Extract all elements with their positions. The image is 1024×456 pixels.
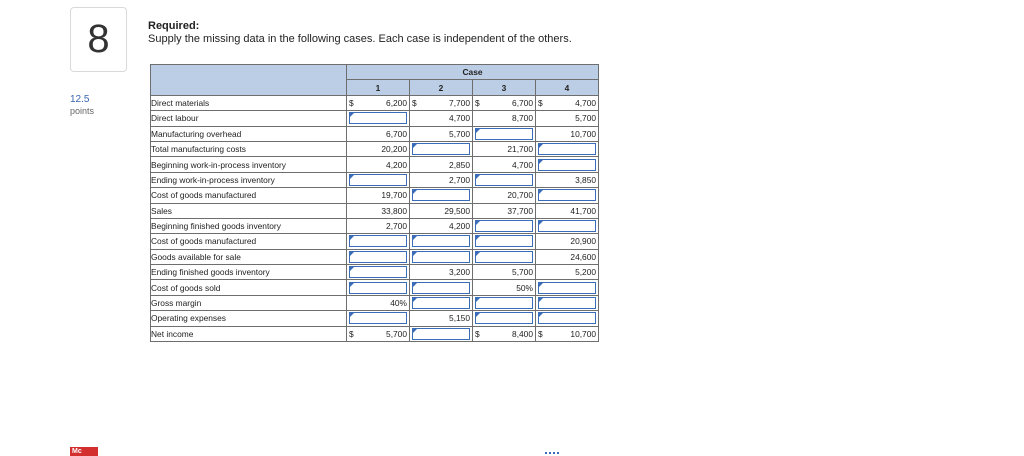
cell-value: 4,200 [449, 221, 470, 232]
cell-value: 2,700 [449, 174, 470, 185]
table-row [151, 234, 599, 249]
cell-value: 4,700 [575, 97, 597, 108]
cell-value: 5,700 [512, 267, 533, 278]
question-number[interactable]: 8 [70, 7, 127, 72]
value-cell-case-4 [536, 203, 599, 218]
value-cell-case-4 [536, 172, 599, 187]
cell-value: 19,700 [381, 190, 407, 201]
value-cell-case-4 [536, 111, 599, 126]
value-cell-case-2 [410, 157, 473, 172]
points-label: points [70, 106, 95, 116]
answer-cell-case-2 [410, 234, 473, 249]
cell-value: 4,200 [386, 159, 407, 170]
row-label: Direct materials [151, 95, 347, 110]
value-cell-case-4 [536, 326, 599, 341]
value-cell-case-2 [410, 218, 473, 233]
row-label: Cost of goods manufactured [151, 234, 347, 249]
answer-cell-case-3 [473, 311, 536, 326]
cell-value: 40% [390, 298, 407, 309]
cell-value: 5,700 [449, 128, 470, 139]
cell-value: 5,700 [386, 328, 407, 339]
value-cell-case-1 [347, 203, 410, 218]
value-cell-case-2 [410, 311, 473, 326]
value-cell-case-3 [473, 265, 536, 280]
value-cell-case-3 [473, 203, 536, 218]
value-cell-case-3 [473, 326, 536, 341]
value-cell-case-2 [410, 111, 473, 126]
cell-value: 20,900 [570, 236, 597, 247]
answer-cell-case-3 [473, 234, 536, 249]
answer-cell-case-4 [536, 188, 599, 203]
value-cell-case-2 [410, 203, 473, 218]
cell-value: 41,700 [570, 205, 597, 216]
table-row [151, 111, 599, 126]
row-label: Beginning finished goods inventory [151, 218, 347, 233]
answer-cell-case-2 [410, 295, 473, 310]
value-cell-case-3 [473, 111, 536, 126]
required-title: Required: [148, 20, 200, 32]
answer-cell-case-1 [347, 172, 410, 187]
cell-value: 4,700 [512, 159, 533, 170]
required-text: Supply the missing data in the following cases. Each case is independent of the others. [148, 33, 572, 45]
answer-input[interactable] [349, 112, 407, 124]
answer-input[interactable] [538, 297, 596, 309]
cell-value: 10,700 [570, 328, 597, 339]
answer-cell-case-2 [410, 188, 473, 203]
answer-cell-case-3 [473, 249, 536, 264]
currency-symbol: $ [475, 97, 480, 108]
row-label: Manufacturing overhead [151, 126, 347, 141]
case-number-2: 2 [410, 80, 473, 95]
answer-cell-case-1 [347, 234, 410, 249]
value-cell-case-3 [473, 141, 536, 156]
cell-value: 6,200 [386, 97, 407, 108]
answer-cell-case-4 [536, 311, 599, 326]
row-label: Ending finished goods inventory [151, 265, 347, 280]
currency-symbol: $ [412, 97, 417, 108]
value-cell-case-3 [473, 157, 536, 172]
cell-value: 2,850 [449, 159, 470, 170]
row-label: Cost of goods manufactured [151, 188, 347, 203]
answer-input[interactable] [475, 251, 533, 263]
answer-cell-case-2 [410, 326, 473, 341]
answer-input[interactable] [412, 143, 470, 155]
case-number-3: 3 [473, 80, 536, 95]
answer-cell-case-3 [473, 126, 536, 141]
value-cell-case-3 [473, 280, 536, 295]
answer-input[interactable] [538, 143, 596, 155]
cell-value: 4,700 [449, 113, 470, 124]
answer-input[interactable] [475, 297, 533, 309]
answer-cell-case-2 [410, 249, 473, 264]
table-row [151, 249, 599, 264]
answer-input[interactable] [412, 235, 470, 247]
cell-value: 10,700 [570, 128, 597, 139]
answer-input[interactable] [349, 174, 407, 186]
value-cell-case-1 [347, 326, 410, 341]
cell-value: 8,400 [512, 328, 533, 339]
case-table [150, 64, 599, 342]
answer-input[interactable] [349, 312, 407, 324]
answer-cell-case-1 [347, 280, 410, 295]
value-cell-case-2 [410, 126, 473, 141]
cell-value: 5,150 [449, 313, 470, 324]
cell-value: 2,700 [386, 221, 407, 232]
cell-value: 37,700 [507, 205, 533, 216]
answer-input[interactable] [475, 174, 533, 186]
cell-value: 20,200 [381, 144, 407, 155]
cell-value: 8,700 [512, 113, 533, 124]
case-number-4: 4 [536, 80, 599, 95]
table-row [151, 218, 599, 233]
value-cell-case-2 [410, 265, 473, 280]
answer-input[interactable] [538, 159, 596, 171]
value-cell-case-3 [473, 95, 536, 110]
currency-symbol: $ [538, 97, 543, 108]
currency-symbol: $ [475, 328, 480, 339]
answer-cell-case-4 [536, 157, 599, 172]
answer-cell-case-3 [473, 172, 536, 187]
answer-cell-case-1 [347, 111, 410, 126]
answer-cell-case-3 [473, 295, 536, 310]
answer-input[interactable] [412, 282, 470, 294]
value-cell-case-1 [347, 141, 410, 156]
table-row [151, 172, 599, 187]
currency-symbol: $ [349, 97, 354, 108]
table-row [151, 157, 599, 172]
row-label: Ending work-in-process inventory [151, 172, 347, 187]
header-label-cell [151, 65, 347, 96]
value-cell-case-1 [347, 218, 410, 233]
currency-symbol: $ [538, 328, 543, 339]
answer-input[interactable] [412, 189, 470, 201]
value-cell-case-4 [536, 234, 599, 249]
cell-value: 6,700 [386, 128, 407, 139]
row-label: Direct labour [151, 111, 347, 126]
table-row [151, 326, 599, 341]
mc-logo: Mc [70, 447, 98, 456]
value-cell-case-1 [347, 295, 410, 310]
answer-cell-case-2 [410, 280, 473, 295]
value-cell-case-2 [410, 172, 473, 187]
scroll-indicator [545, 452, 559, 456]
value-cell-case-1 [347, 126, 410, 141]
cell-value: 21,700 [507, 144, 533, 155]
table-row [151, 203, 599, 218]
answer-input[interactable] [538, 282, 596, 294]
value-cell-case-4 [536, 265, 599, 280]
value-cell-case-1 [347, 95, 410, 110]
answer-input[interactable] [412, 297, 470, 309]
answer-cell-case-1 [347, 311, 410, 326]
answer-input[interactable] [475, 235, 533, 247]
answer-input[interactable] [349, 251, 407, 263]
answer-cell-case-4 [536, 295, 599, 310]
cell-value: 29,500 [444, 205, 470, 216]
answer-input[interactable] [538, 220, 596, 232]
answer-cell-case-4 [536, 141, 599, 156]
row-label: Goods available for sale [151, 249, 347, 264]
answer-input[interactable] [349, 266, 407, 278]
cell-value: 33,800 [381, 205, 407, 216]
row-label: Gross margin [151, 295, 347, 310]
cell-value: 20,700 [507, 190, 533, 201]
cell-value: 5,200 [575, 267, 597, 278]
answer-input[interactable] [538, 312, 596, 324]
answer-cell-case-4 [536, 280, 599, 295]
case-header: Case [347, 65, 599, 80]
answer-cell-case-4 [536, 218, 599, 233]
answer-input[interactable] [412, 251, 470, 263]
currency-symbol: $ [349, 328, 354, 339]
answer-cell-case-2 [410, 141, 473, 156]
value-cell-case-4 [536, 126, 599, 141]
answer-input[interactable] [412, 328, 470, 340]
row-label: Beginning work-in-process inventory [151, 157, 347, 172]
table-row [151, 311, 599, 326]
table-row [151, 280, 599, 295]
row-label: Net income [151, 326, 347, 341]
cell-value: 5,700 [575, 113, 597, 124]
value-cell-case-1 [347, 188, 410, 203]
value-cell-case-4 [536, 249, 599, 264]
table-row [151, 188, 599, 203]
value-cell-case-3 [473, 188, 536, 203]
table-row [151, 141, 599, 156]
answer-input[interactable] [538, 189, 596, 201]
answer-cell-case-1 [347, 249, 410, 264]
cell-value: 3,200 [449, 267, 470, 278]
cell-value: 24,600 [570, 251, 597, 262]
case-number-1: 1 [347, 80, 410, 95]
cell-value: 50% [516, 282, 533, 293]
answer-cell-case-3 [473, 218, 536, 233]
table-row [151, 95, 599, 110]
header-row-case [151, 65, 599, 80]
cell-value: 6,700 [512, 97, 533, 108]
points-value: 12.5 [70, 94, 90, 105]
cell-value: 3,850 [575, 174, 597, 185]
row-label: Sales [151, 203, 347, 218]
row-label: Operating expenses [151, 311, 347, 326]
table-row [151, 265, 599, 280]
cell-value: 7,700 [449, 97, 470, 108]
answer-input[interactable] [349, 235, 407, 247]
answer-input[interactable] [349, 282, 407, 294]
answer-input[interactable] [475, 220, 533, 232]
value-cell-case-4 [536, 95, 599, 110]
answer-input[interactable] [475, 128, 533, 140]
row-label: Cost of goods sold [151, 280, 347, 295]
table-row [151, 126, 599, 141]
answer-cell-case-1 [347, 265, 410, 280]
value-cell-case-2 [410, 95, 473, 110]
row-label: Total manufacturing costs [151, 141, 347, 156]
value-cell-case-1 [347, 157, 410, 172]
answer-input[interactable] [475, 312, 533, 324]
table-row [151, 295, 599, 310]
